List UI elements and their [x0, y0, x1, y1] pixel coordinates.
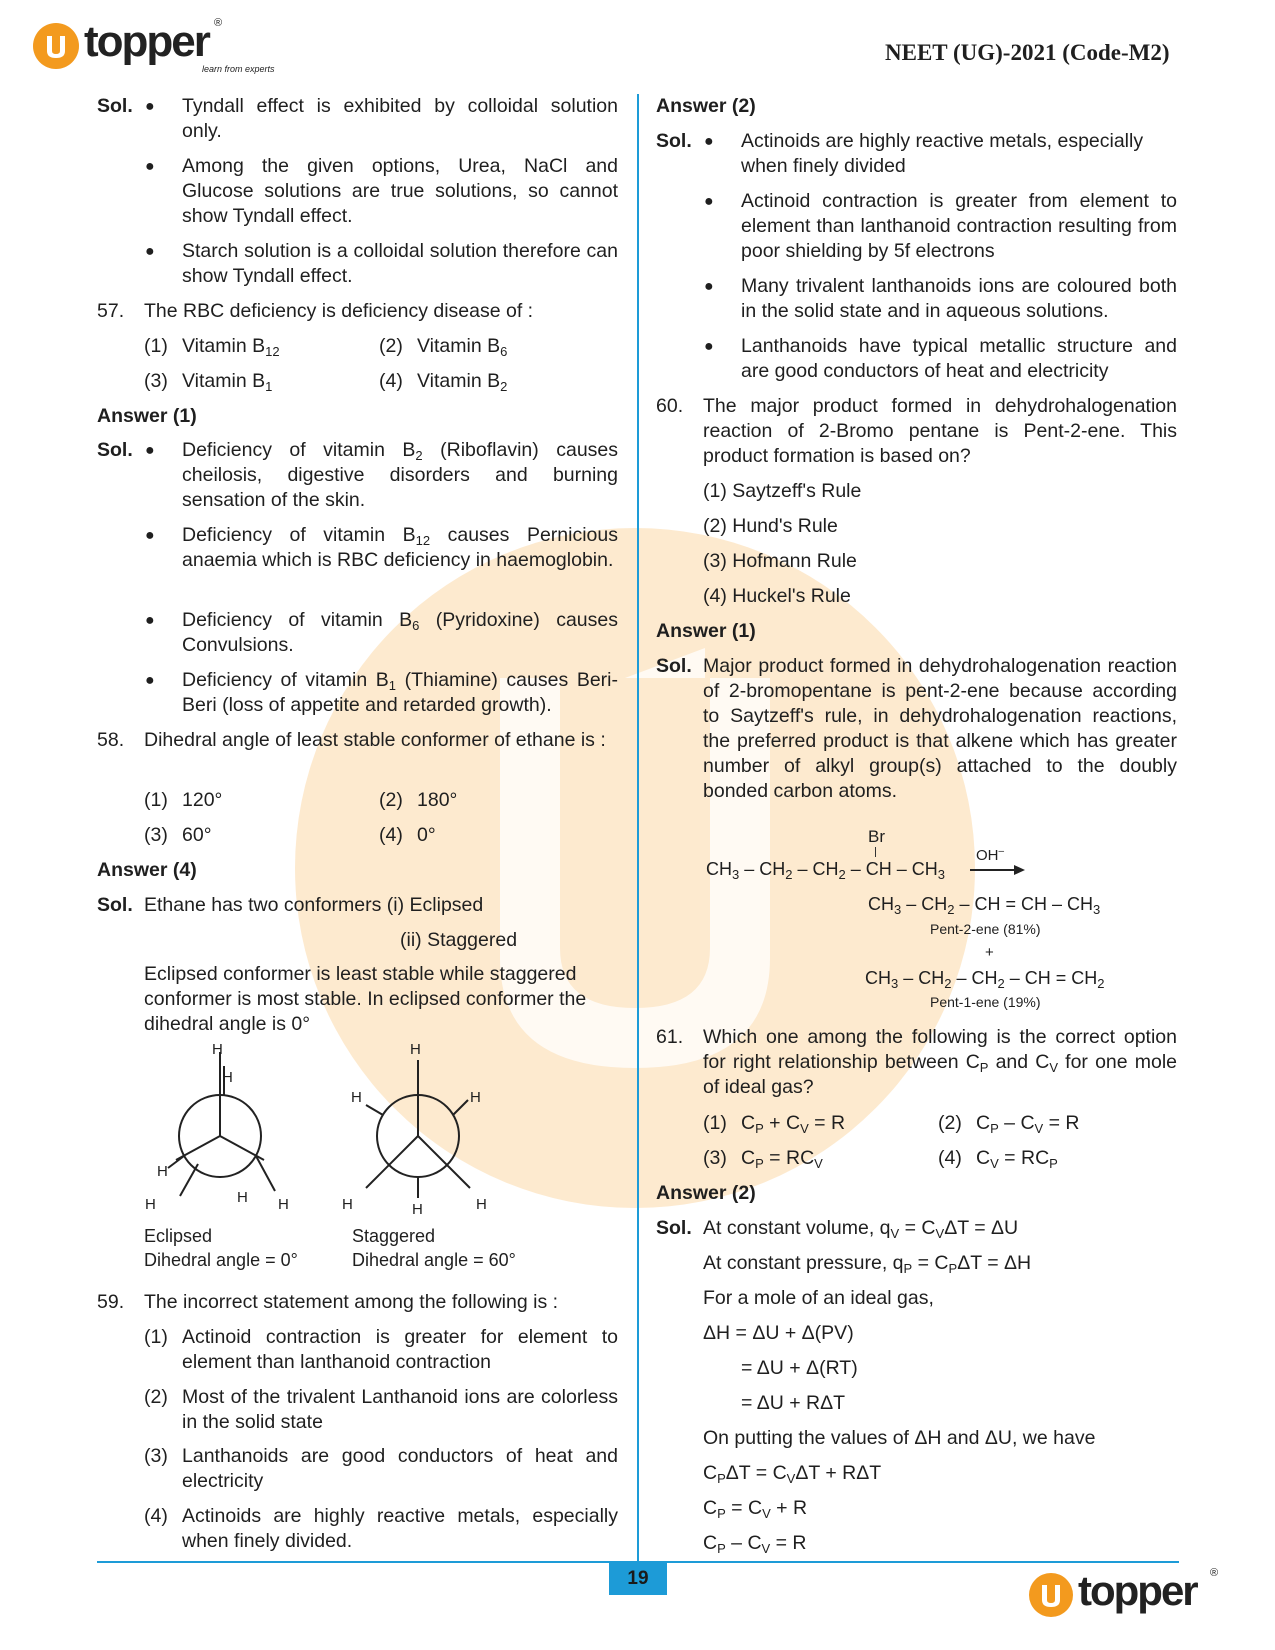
answer-label: Answer (1)	[97, 405, 197, 427]
bond-line	[875, 847, 876, 857]
bullet-icon: ●	[145, 158, 155, 175]
question-text: Which one among the following is the correct option for right relationship between $C_P$ and $C_V$ for one mole of ideal gas?	[703, 1026, 1178, 1098]
column-divider	[637, 94, 639, 1564]
option-number: (1)	[144, 789, 168, 811]
product-2-formula: $CH_3 - CH_2 - CH_2$ – CH = $CH_2$	[865, 968, 1105, 991]
sol58-explanation: Eclipsed conformer is least stable while staggered conformer is most stable. In eclipsed conformer the dihedral angle is 0°	[144, 963, 587, 1035]
staggered-angle-caption: Dihedral angle = 60°	[352, 1250, 516, 1270]
eclipsed-caption: Eclipsed	[144, 1226, 213, 1246]
option-1: Vitamin $B_{12}$	[182, 335, 280, 359]
answer-label: Answer (2)	[656, 95, 756, 117]
sol59-point-3: Many trivalent lanthanoids ions are coloured both in the solid state and in aqueous solutions.	[741, 275, 1177, 322]
staggered-caption: Staggered	[352, 1226, 436, 1246]
bullet-icon: ●	[704, 193, 714, 210]
question-text: The incorrect statement among the following is :	[144, 1291, 559, 1313]
sol-label: Sol.	[656, 1217, 692, 1239]
option-number: (4)	[144, 1505, 168, 1527]
sol59-point-1: Actinoids are highly reactive metals, especially when finely divided	[741, 130, 1144, 177]
topper-logo-icon	[1028, 1572, 1074, 1618]
sol-label: Sol.	[656, 130, 692, 152]
registered-mark: ®	[214, 17, 223, 29]
sol61-line-8: $C_P\Delta T = C_V\Delta T + R\Delta T$	[703, 1462, 882, 1486]
question-text: The major product formed in dehydrohalogenation reaction of 2-Bromo pentane is Pent-2-ene. This product formation is based on?	[703, 395, 1177, 467]
option-number: (2)	[938, 1112, 962, 1134]
option-3: 60°	[182, 824, 212, 846]
sol60-explanation: Major product formed in dehydrohalogenation reaction of 2-bromopentane is pent-2-ene because according to Saytzeff's rule, in dehydrohalogenation reactions, the preferred product is that alkene which has greater number of alkyl group(s) attached to the doubly bonded carbon atoms.	[703, 655, 1177, 802]
sol56-point-3: Starch solution is a colloidal solution therefore can show Tyndall effect.	[182, 240, 618, 287]
h-label: H	[412, 1201, 423, 1218]
bullet-icon: ●	[145, 672, 155, 689]
registered-mark: ®	[1210, 1567, 1219, 1579]
sol61-line-5: = ΔU + Δ(RT)	[741, 1357, 858, 1379]
sol61-line-1: At constant volume, $q_V = C_V\Delta T = \Delta U$	[703, 1217, 1019, 1241]
brand-name: topper	[1078, 1567, 1197, 1614]
sol-label: Sol.	[97, 95, 133, 117]
brand-tagline: learn from experts	[202, 64, 275, 74]
option-2: $C_P - C_V = R$	[976, 1112, 1080, 1136]
sol58-line-2: (ii) Staggered	[400, 929, 518, 951]
option-2: Vitamin $B_6$	[417, 335, 508, 359]
page-number: 19	[609, 1563, 667, 1595]
h-label: H	[212, 1041, 223, 1058]
option-number: (3)	[703, 1147, 727, 1169]
sol61-line-6: = ΔU + RΔT	[741, 1392, 846, 1414]
option-number: (2)	[144, 1386, 168, 1408]
option-3: (3) Hofmann Rule	[703, 550, 857, 572]
answer-label: Answer (4)	[97, 859, 197, 881]
sol61-line-7: On putting the values of ΔH and ΔU, we have	[703, 1427, 1096, 1449]
h-label: H	[237, 1189, 248, 1206]
option-number: (1)	[144, 335, 168, 357]
option-2: 180°	[417, 789, 458, 811]
bullet-icon: ●	[145, 527, 155, 544]
brand-name: topper	[84, 17, 209, 66]
option-number: (4)	[379, 824, 403, 846]
option-number: (3)	[144, 824, 168, 846]
sol61-line-10: $C_P - C_V = R$	[703, 1532, 807, 1556]
question-number: 61.	[656, 1026, 684, 1048]
exam-title: NEET (UG)-2021 (Code-M2)	[885, 40, 1170, 65]
bullet-icon: ●	[145, 442, 155, 459]
question-number: 58.	[97, 729, 125, 751]
product-1-name: Pent-2-ene (81%)	[930, 921, 1041, 937]
option-number: (1)	[703, 1112, 727, 1134]
sol61-line-4: ΔH = ΔU + Δ(PV)	[703, 1322, 854, 1344]
product-2-name: Pent-1-ene (19%)	[930, 994, 1041, 1010]
h-label: H	[470, 1089, 481, 1106]
option-number: (3)	[144, 1445, 168, 1467]
option-4: (4) Huckel's Rule	[703, 585, 851, 607]
h-label: H	[278, 1196, 289, 1213]
reaction-arrow-icon	[970, 864, 1026, 876]
sol61-line-2: At constant pressure, $q_P = C_P\Delta T = \Delta H$	[703, 1252, 1032, 1276]
sol58-line-1: Ethane has two conformers (i) Eclipsed	[144, 894, 484, 916]
h-label: H	[222, 1069, 233, 1086]
option-1: (1) Saytzeff's Rule	[703, 480, 862, 502]
option-number: (4)	[379, 370, 403, 392]
sol59-point-2: Actinoid contraction is greater from element to element than lanthanoid contraction resulting from poor shielding by 5f electrons	[741, 190, 1177, 262]
newman-projections	[140, 1038, 540, 1213]
sol57-point-2: Deficiency of vitamin $B_{12}$ causes Pernicious anaemia which is RBC deficiency in haemoglobin.	[182, 524, 618, 571]
sol61-line-3: For a mole of an ideal gas,	[703, 1287, 934, 1309]
question-text: The RBC deficiency is deficiency disease of :	[144, 300, 534, 322]
sol56-point-2: Among the given options, Urea, NaCl and Glucose solutions are true solutions, so cannot show Tyndall effect.	[182, 155, 618, 227]
sol56-point-1: Tyndall effect is exhibited by colloidal solution only.	[182, 95, 618, 142]
h-label: H	[476, 1196, 487, 1213]
h-label: H	[145, 1196, 156, 1213]
answer-label: Answer (1)	[656, 620, 756, 642]
reagent-label: OH–	[976, 846, 1005, 864]
eclipsed-angle-caption: Dihedral angle = 0°	[144, 1250, 298, 1270]
option-3: Vitamin $B_1$	[182, 370, 273, 394]
option-4: Vitamin $B_2$	[417, 370, 508, 394]
option-2: Most of the trivalent Lanthanoid ions are colorless in the solid state	[182, 1386, 618, 1433]
topper-logo-icon	[32, 22, 80, 70]
option-3: $C_P = RC_V$	[741, 1147, 823, 1171]
bullet-icon: ●	[704, 338, 714, 355]
sol57-point-1: Deficiency of vitamin $B_2$ (Riboflavin) causes cheilosis, digestive disorders and burning sensation of the skin.	[182, 439, 619, 511]
question-number: 59.	[97, 1291, 125, 1313]
sol59-point-4: Lanthanoids have typical metallic structure and are good conductors of heat and electricity	[741, 335, 1177, 382]
option-4: Actinoids are highly reactive metals, especially when finely divided.	[182, 1505, 618, 1552]
bullet-icon: ●	[704, 133, 714, 150]
h-label: H	[157, 1163, 168, 1180]
option-1: Actinoid contraction is greater for element to element than lanthanoid contraction	[182, 1326, 618, 1373]
option-number: (2)	[379, 789, 403, 811]
question-number: 60.	[656, 395, 684, 417]
bullet-icon: ●	[145, 612, 155, 629]
bullet-icon: ●	[145, 243, 155, 260]
question-text: Dihedral angle of least stable conformer of ethane is :	[144, 729, 606, 751]
product-1-formula: $CH_3 - CH_2$ – CH = CH – $CH_3$	[868, 894, 1101, 917]
option-1: $C_P + C_V = R$	[741, 1112, 846, 1136]
option-2: (2) Hund's Rule	[703, 515, 838, 537]
option-number: (1)	[144, 1326, 168, 1348]
sol-label: Sol.	[97, 894, 133, 916]
option-number: (3)	[144, 370, 168, 392]
h-label: H	[342, 1196, 353, 1213]
sol57-point-3: Deficiency of vitamin $B_6$ (Pyridoxine) causes Convulsions.	[182, 609, 618, 656]
option-1: 120°	[182, 789, 223, 811]
sol61-line-9: $C_P = C_V + R$	[703, 1497, 808, 1521]
bromine-label: Br	[868, 827, 885, 846]
reactant-formula: $CH_3 - CH_2 - CH_2$ – CH – $CH_3$	[706, 859, 945, 882]
sol-label: Sol.	[656, 655, 692, 677]
bullet-icon: ●	[704, 278, 714, 295]
plus-sign: +	[985, 944, 994, 961]
sol-label: Sol.	[97, 439, 133, 461]
option-4: $C_V = RC_P$	[976, 1147, 1058, 1171]
h-label: H	[351, 1089, 362, 1106]
option-number: (2)	[379, 335, 403, 357]
sol57-point-4: Deficiency of vitamin $B_1$ (Thiamine) causes Beri-Beri (loss of appetite and retarded growth).	[182, 669, 618, 716]
option-4: 0°	[417, 824, 436, 846]
option-3: Lanthanoids are good conductors of heat and electricity	[182, 1445, 618, 1492]
answer-label: Answer (2)	[656, 1182, 756, 1204]
question-number: 57.	[97, 300, 125, 322]
h-label: H	[410, 1041, 421, 1058]
bullet-icon: ●	[145, 98, 155, 115]
option-number: (4)	[938, 1147, 962, 1169]
